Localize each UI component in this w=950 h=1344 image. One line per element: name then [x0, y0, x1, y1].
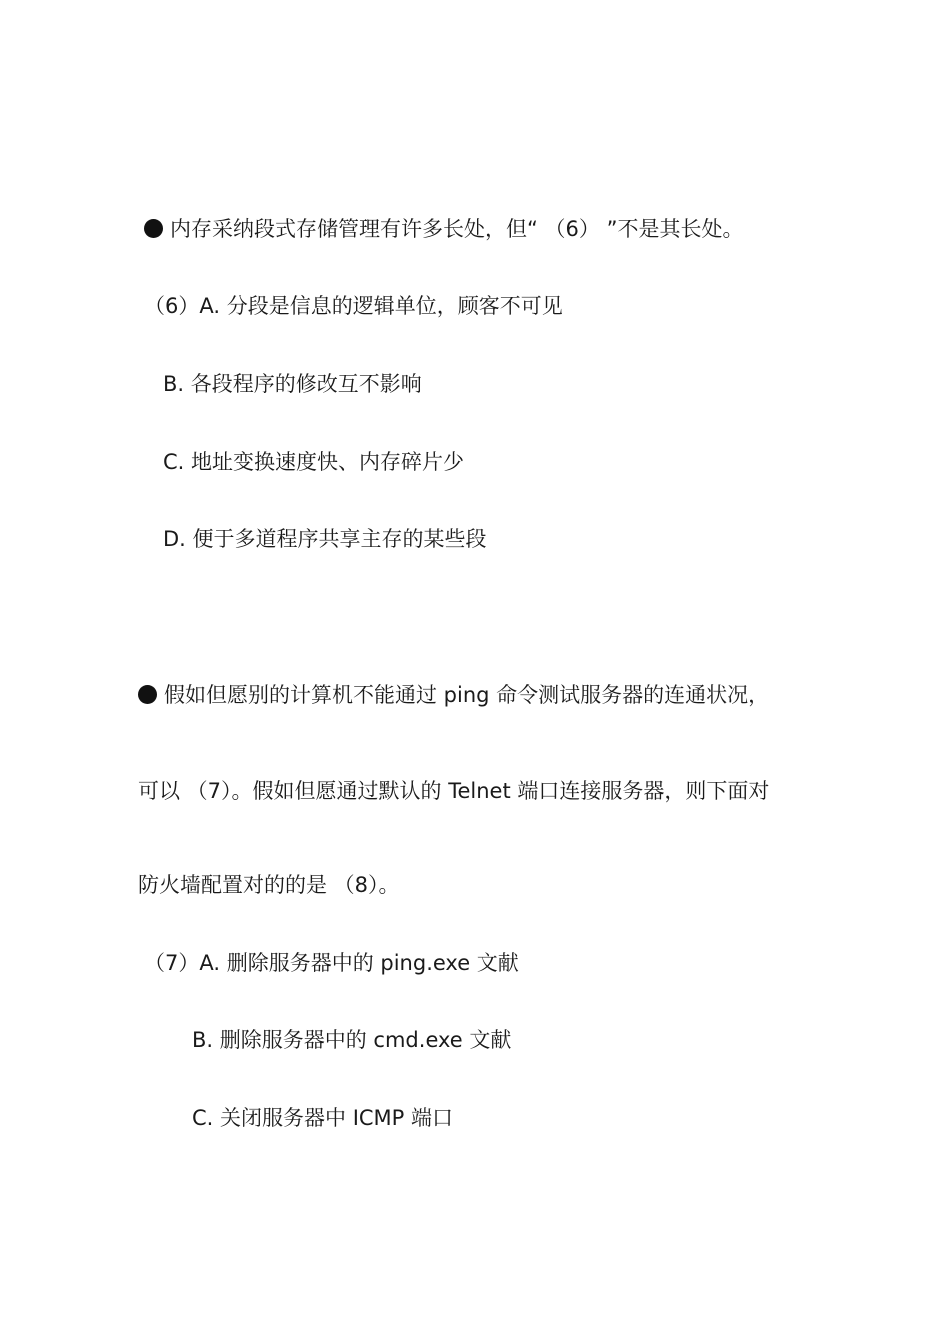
question-6-option-b: B. 各段程序的修改互不影响	[163, 372, 422, 396]
question-7-option-a	[144, 948, 519, 978]
question-6-option-a	[144, 291, 563, 321]
bullet-icon	[144, 219, 163, 238]
question-7-option-b: B. 删除服务器中的 cmd.exe 文献	[192, 1028, 512, 1052]
bullet-icon	[138, 685, 157, 704]
question-7-stem-line-1	[138, 680, 769, 710]
question-7-stem-line-2: 可以 （7）。假如但愿通过默认的 Telnet 端口连接服务器，则下面对	[138, 779, 770, 803]
option-a-text: A. 分段是信息的逻辑单位，顾客不可见	[199, 294, 563, 318]
question-6-stem	[144, 214, 743, 244]
question-7-option-c: C. 关闭服务器中 ICMP 端口	[192, 1106, 454, 1130]
option-a-text: A. 删除服务器中的 ping.exe 文献	[199, 951, 519, 975]
question-6-option-c: C. 地址变换速度快、内存碎片少	[163, 450, 465, 474]
question-7-text-1: 假如但愿别的计算机不能通过 ping 命令测试服务器的连通状况，	[164, 683, 770, 707]
question-6-text: 内存采纳段式存储管理有许多长处，但“ （6） ”不是其长处。	[170, 217, 744, 241]
question-6-option-d: D. 便于多道程序共享主存的某些段	[163, 527, 487, 551]
question-6-number: （6）	[144, 294, 200, 318]
question-7-stem-line-3: 防火墙配置对的的是 （8）。	[138, 873, 400, 897]
question-7-number: （7）	[144, 951, 200, 975]
